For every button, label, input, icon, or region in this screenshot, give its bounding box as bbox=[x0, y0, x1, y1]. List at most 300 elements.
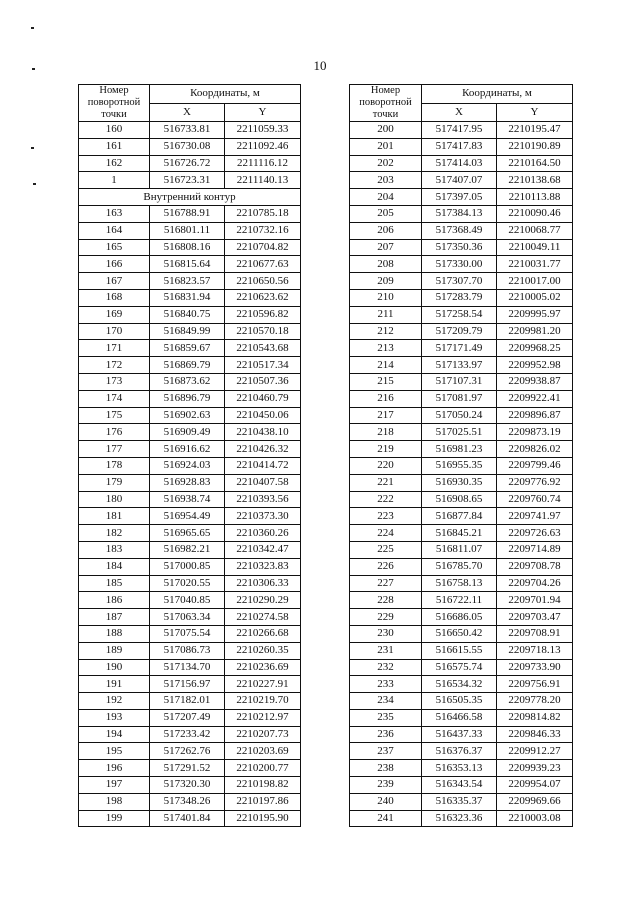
point-number-cell: 207 bbox=[350, 239, 422, 256]
header-number-line1: Номер bbox=[99, 85, 129, 96]
y-coordinate-cell: 2209760.74 bbox=[497, 491, 573, 508]
x-coordinate-cell: 516575.74 bbox=[422, 659, 497, 676]
point-number-cell: 218 bbox=[350, 424, 422, 441]
y-coordinate-cell: 2210227.91 bbox=[225, 676, 301, 693]
point-number-cell: 232 bbox=[350, 659, 422, 676]
table-row bbox=[350, 693, 573, 710]
table-row bbox=[350, 289, 573, 306]
x-coordinate-cell: 516955.35 bbox=[422, 457, 497, 474]
point-number-cell: 206 bbox=[350, 222, 422, 239]
y-coordinate-cell: 2210203.69 bbox=[225, 743, 301, 760]
x-coordinate-cell: 517407.07 bbox=[422, 172, 497, 189]
header-x: X bbox=[150, 103, 225, 122]
table-row bbox=[79, 676, 301, 693]
table-row bbox=[350, 189, 573, 206]
y-coordinate-cell: 2209939.23 bbox=[497, 760, 573, 777]
y-coordinate-cell: 2209954.07 bbox=[497, 777, 573, 794]
point-number-cell: 197 bbox=[79, 777, 150, 794]
point-number-cell: 222 bbox=[350, 491, 422, 508]
y-coordinate-cell: 2210373.30 bbox=[225, 508, 301, 525]
point-number-cell: 160 bbox=[79, 122, 150, 139]
table-row bbox=[79, 541, 301, 558]
x-coordinate-cell: 516505.35 bbox=[422, 693, 497, 710]
y-coordinate-cell: 2209826.02 bbox=[497, 441, 573, 458]
table-row bbox=[350, 205, 573, 222]
x-coordinate-cell: 516909.49 bbox=[150, 424, 225, 441]
y-coordinate-cell: 2209708.78 bbox=[497, 558, 573, 575]
table-row bbox=[79, 138, 301, 155]
table-row bbox=[350, 625, 573, 642]
x-coordinate-cell: 517320.30 bbox=[150, 777, 225, 794]
table-row bbox=[350, 676, 573, 693]
y-coordinate-cell: 2210200.77 bbox=[225, 760, 301, 777]
y-coordinate-cell: 2210450.06 bbox=[225, 407, 301, 424]
point-number-cell: 194 bbox=[79, 726, 150, 743]
header-point-number bbox=[350, 85, 422, 122]
table-row bbox=[79, 273, 301, 290]
y-coordinate-cell: 2209741.97 bbox=[497, 508, 573, 525]
x-coordinate-cell: 517414.03 bbox=[422, 155, 497, 172]
x-coordinate-cell: 516981.23 bbox=[422, 441, 497, 458]
x-coordinate-cell: 517283.79 bbox=[422, 289, 497, 306]
table-row bbox=[350, 323, 573, 340]
point-number-cell: 181 bbox=[79, 508, 150, 525]
y-coordinate-cell: 2210360.26 bbox=[225, 525, 301, 542]
x-coordinate-cell: 517086.73 bbox=[150, 642, 225, 659]
y-coordinate-cell: 2211116.12 bbox=[225, 155, 301, 172]
table-row bbox=[79, 558, 301, 575]
y-coordinate-cell: 2210460.79 bbox=[225, 390, 301, 407]
x-coordinate-cell: 517350.36 bbox=[422, 239, 497, 256]
x-coordinate-cell: 517233.42 bbox=[150, 726, 225, 743]
point-number-cell: 161 bbox=[79, 138, 150, 155]
point-number-cell: 210 bbox=[350, 289, 422, 306]
point-number-cell: 188 bbox=[79, 625, 150, 642]
y-coordinate-cell: 2209756.91 bbox=[497, 676, 573, 693]
table-row bbox=[79, 256, 301, 273]
header-number-line3: точки bbox=[101, 109, 127, 120]
table-row bbox=[350, 239, 573, 256]
point-number-cell: 236 bbox=[350, 726, 422, 743]
x-coordinate-cell: 517134.70 bbox=[150, 659, 225, 676]
point-number-cell: 216 bbox=[350, 390, 422, 407]
page-number: 10 bbox=[313, 58, 327, 73]
table-row bbox=[350, 777, 573, 794]
point-number-cell: 226 bbox=[350, 558, 422, 575]
section-inner-contour: Внутренний контур bbox=[79, 189, 301, 206]
point-number-cell: 220 bbox=[350, 457, 422, 474]
header-coordinates: Координаты, м bbox=[150, 85, 301, 104]
table-row bbox=[350, 122, 573, 139]
point-number-cell: 211 bbox=[350, 306, 422, 323]
x-coordinate-cell: 516954.49 bbox=[150, 508, 225, 525]
x-coordinate-cell: 516815.64 bbox=[150, 256, 225, 273]
point-number-cell: 212 bbox=[350, 323, 422, 340]
table-row bbox=[350, 138, 573, 155]
table-row bbox=[79, 491, 301, 508]
table-row bbox=[350, 525, 573, 542]
table-row bbox=[79, 743, 301, 760]
y-coordinate-cell: 2209701.94 bbox=[497, 592, 573, 609]
y-coordinate-cell: 2210342.47 bbox=[225, 541, 301, 558]
x-coordinate-cell: 517207.49 bbox=[150, 709, 225, 726]
x-coordinate-cell: 516733.81 bbox=[150, 122, 225, 139]
table-row bbox=[350, 357, 573, 374]
point-number-cell: 169 bbox=[79, 306, 150, 323]
table-row bbox=[350, 508, 573, 525]
point-number-cell: 193 bbox=[79, 709, 150, 726]
point-number-cell: 237 bbox=[350, 743, 422, 760]
table-row bbox=[79, 693, 301, 710]
y-coordinate-cell: 2209981.20 bbox=[497, 323, 573, 340]
table-row bbox=[350, 172, 573, 189]
header-number-line2: поворотной bbox=[87, 97, 141, 108]
y-coordinate-cell: 2210031.77 bbox=[497, 256, 573, 273]
x-coordinate-cell: 516466.58 bbox=[422, 709, 497, 726]
y-coordinate-cell: 2209952.98 bbox=[497, 357, 573, 374]
y-coordinate-cell: 2210704.82 bbox=[225, 239, 301, 256]
y-coordinate-cell: 2210198.82 bbox=[225, 777, 301, 794]
table-row bbox=[350, 340, 573, 357]
table-row bbox=[350, 541, 573, 558]
header-number-line3: точки bbox=[372, 109, 399, 120]
y-coordinate-cell: 2210236.69 bbox=[225, 659, 301, 676]
point-number-cell: 200 bbox=[350, 122, 422, 139]
point-number-cell: 227 bbox=[350, 575, 422, 592]
x-coordinate-cell: 517417.95 bbox=[422, 122, 497, 139]
table-row bbox=[79, 777, 301, 794]
x-coordinate-cell: 516785.70 bbox=[422, 558, 497, 575]
header-number-line2: поворотной bbox=[359, 97, 412, 108]
y-coordinate-cell: 2209703.47 bbox=[497, 609, 573, 626]
x-coordinate-cell: 516840.75 bbox=[150, 306, 225, 323]
y-coordinate-cell: 2210005.02 bbox=[497, 289, 573, 306]
point-number-cell: 184 bbox=[79, 558, 150, 575]
point-number-cell: 229 bbox=[350, 609, 422, 626]
x-coordinate-cell: 517348.26 bbox=[150, 793, 225, 810]
table-row bbox=[350, 609, 573, 626]
point-number-cell: 162 bbox=[79, 155, 150, 172]
table-row bbox=[350, 457, 573, 474]
y-coordinate-cell: 2209704.26 bbox=[497, 575, 573, 592]
table-row bbox=[79, 323, 301, 340]
x-coordinate-cell: 516930.35 bbox=[422, 474, 497, 491]
table-row bbox=[79, 155, 301, 172]
header-number-line1: Номер bbox=[370, 85, 401, 96]
y-coordinate-cell: 2210407.58 bbox=[225, 474, 301, 491]
point-number-cell: 183 bbox=[79, 541, 150, 558]
table-row bbox=[350, 424, 573, 441]
coordinates-table-left bbox=[78, 84, 301, 827]
y-coordinate-cell: 2209814.82 bbox=[497, 709, 573, 726]
point-number-cell: 239 bbox=[350, 777, 422, 794]
table-row bbox=[350, 373, 573, 390]
header-point-number bbox=[79, 85, 150, 122]
x-coordinate-cell: 516376.37 bbox=[422, 743, 497, 760]
x-coordinate-cell: 517291.52 bbox=[150, 760, 225, 777]
y-coordinate-cell: 2209714.89 bbox=[497, 541, 573, 558]
y-coordinate-cell: 2210219.70 bbox=[225, 693, 301, 710]
x-coordinate-cell: 516615.55 bbox=[422, 642, 497, 659]
y-coordinate-cell: 2210195.47 bbox=[497, 122, 573, 139]
y-coordinate-cell: 2211059.33 bbox=[225, 122, 301, 139]
point-number-cell: 180 bbox=[79, 491, 150, 508]
point-number-cell: 179 bbox=[79, 474, 150, 491]
y-coordinate-cell: 2211092.46 bbox=[225, 138, 301, 155]
y-coordinate-cell: 2210017.00 bbox=[497, 273, 573, 290]
y-coordinate-cell: 2209969.66 bbox=[497, 793, 573, 810]
point-number-cell: 219 bbox=[350, 441, 422, 458]
table-row bbox=[79, 205, 301, 222]
table-row bbox=[79, 172, 301, 189]
y-coordinate-cell: 2210414.72 bbox=[225, 457, 301, 474]
table-row bbox=[350, 155, 573, 172]
y-coordinate-cell: 2209922.41 bbox=[497, 390, 573, 407]
point-number-cell: 176 bbox=[79, 424, 150, 441]
table-row bbox=[350, 793, 573, 810]
point-number-cell: 225 bbox=[350, 541, 422, 558]
point-number-cell: 192 bbox=[79, 693, 150, 710]
point-number-cell: 241 bbox=[350, 810, 422, 827]
table-row bbox=[350, 810, 573, 827]
x-coordinate-cell: 516726.72 bbox=[150, 155, 225, 172]
x-coordinate-cell: 516982.21 bbox=[150, 541, 225, 558]
table-row bbox=[350, 726, 573, 743]
x-coordinate-cell: 516845.21 bbox=[422, 525, 497, 542]
point-number-cell: 238 bbox=[350, 760, 422, 777]
scan-mark bbox=[31, 27, 34, 29]
table-row bbox=[79, 390, 301, 407]
table-row bbox=[79, 424, 301, 441]
x-coordinate-cell: 516902.63 bbox=[150, 407, 225, 424]
table-row bbox=[79, 357, 301, 374]
point-number-cell: 235 bbox=[350, 709, 422, 726]
scan-mark bbox=[33, 183, 36, 185]
y-coordinate-cell: 2209799.46 bbox=[497, 457, 573, 474]
point-number-cell: 164 bbox=[79, 222, 150, 239]
point-number-cell: 228 bbox=[350, 592, 422, 609]
x-coordinate-cell: 517107.31 bbox=[422, 373, 497, 390]
table-row bbox=[350, 491, 573, 508]
y-coordinate-cell: 2209846.33 bbox=[497, 726, 573, 743]
y-coordinate-cell: 2210266.68 bbox=[225, 625, 301, 642]
table-row bbox=[79, 726, 301, 743]
x-coordinate-cell: 517182.01 bbox=[150, 693, 225, 710]
table-row bbox=[79, 289, 301, 306]
y-coordinate-cell: 2209995.97 bbox=[497, 306, 573, 323]
point-number-cell: 214 bbox=[350, 357, 422, 374]
table-row bbox=[79, 709, 301, 726]
x-coordinate-cell: 517063.34 bbox=[150, 609, 225, 626]
x-coordinate-cell: 517050.24 bbox=[422, 407, 497, 424]
table-row bbox=[350, 256, 573, 273]
y-coordinate-cell: 2209733.90 bbox=[497, 659, 573, 676]
table-row bbox=[350, 407, 573, 424]
x-coordinate-cell: 516335.37 bbox=[422, 793, 497, 810]
y-coordinate-cell: 2209776.92 bbox=[497, 474, 573, 491]
point-number-cell: 173 bbox=[79, 373, 150, 390]
x-coordinate-cell: 517262.76 bbox=[150, 743, 225, 760]
x-coordinate-cell: 516758.13 bbox=[422, 575, 497, 592]
x-coordinate-cell: 516808.16 bbox=[150, 239, 225, 256]
y-coordinate-cell: 2210393.56 bbox=[225, 491, 301, 508]
y-coordinate-cell: 2209912.27 bbox=[497, 743, 573, 760]
table-row bbox=[79, 222, 301, 239]
y-coordinate-cell: 2210650.56 bbox=[225, 273, 301, 290]
y-coordinate-cell: 2210596.82 bbox=[225, 306, 301, 323]
x-coordinate-cell: 517209.79 bbox=[422, 323, 497, 340]
point-number-cell: 223 bbox=[350, 508, 422, 525]
y-coordinate-cell: 2210543.68 bbox=[225, 340, 301, 357]
header-coordinates: Координаты, м bbox=[422, 85, 573, 104]
point-number-cell: 187 bbox=[79, 609, 150, 626]
point-number-cell: 201 bbox=[350, 138, 422, 155]
x-coordinate-cell: 516723.31 bbox=[150, 172, 225, 189]
y-coordinate-cell: 2209708.91 bbox=[497, 625, 573, 642]
y-coordinate-cell: 2210068.77 bbox=[497, 222, 573, 239]
x-coordinate-cell: 516908.65 bbox=[422, 491, 497, 508]
x-coordinate-cell: 517401.84 bbox=[150, 810, 225, 827]
point-number-cell: 215 bbox=[350, 373, 422, 390]
table-row bbox=[79, 793, 301, 810]
table-row bbox=[350, 558, 573, 575]
x-coordinate-cell: 516650.42 bbox=[422, 625, 497, 642]
table-row bbox=[350, 474, 573, 491]
table-row bbox=[350, 575, 573, 592]
point-number-cell: 196 bbox=[79, 760, 150, 777]
x-coordinate-cell: 517258.54 bbox=[422, 306, 497, 323]
y-coordinate-cell: 2209968.25 bbox=[497, 340, 573, 357]
y-coordinate-cell: 2210732.16 bbox=[225, 222, 301, 239]
y-coordinate-cell: 2210207.73 bbox=[225, 726, 301, 743]
x-coordinate-cell: 516849.99 bbox=[150, 323, 225, 340]
header-y: Y bbox=[225, 103, 301, 122]
point-number-cell: 182 bbox=[79, 525, 150, 542]
x-coordinate-cell: 517397.05 bbox=[422, 189, 497, 206]
table-row bbox=[79, 609, 301, 626]
table-row bbox=[79, 122, 301, 139]
x-coordinate-cell: 516859.67 bbox=[150, 340, 225, 357]
x-coordinate-cell: 516924.03 bbox=[150, 457, 225, 474]
x-coordinate-cell: 516686.05 bbox=[422, 609, 497, 626]
table-row bbox=[79, 306, 301, 323]
y-coordinate-cell: 2210164.50 bbox=[497, 155, 573, 172]
y-coordinate-cell: 2209718.13 bbox=[497, 642, 573, 659]
table-row bbox=[79, 525, 301, 542]
table-row bbox=[350, 306, 573, 323]
point-number-cell: 191 bbox=[79, 676, 150, 693]
table-row bbox=[350, 441, 573, 458]
table-row bbox=[350, 273, 573, 290]
header-x: X bbox=[422, 103, 497, 122]
point-number-cell: 178 bbox=[79, 457, 150, 474]
table-row bbox=[79, 625, 301, 642]
table-row bbox=[79, 642, 301, 659]
y-coordinate-cell: 2210195.90 bbox=[225, 810, 301, 827]
x-coordinate-cell: 517384.13 bbox=[422, 205, 497, 222]
y-coordinate-cell: 2210290.29 bbox=[225, 592, 301, 609]
point-number-cell: 171 bbox=[79, 340, 150, 357]
table-row bbox=[79, 592, 301, 609]
point-number-cell: 221 bbox=[350, 474, 422, 491]
x-coordinate-cell: 516877.84 bbox=[422, 508, 497, 525]
x-coordinate-cell: 517081.97 bbox=[422, 390, 497, 407]
table-row bbox=[350, 222, 573, 239]
point-number-cell: 166 bbox=[79, 256, 150, 273]
point-number-cell: 231 bbox=[350, 642, 422, 659]
point-number-cell: 168 bbox=[79, 289, 150, 306]
point-number-cell: 177 bbox=[79, 441, 150, 458]
y-coordinate-cell: 2210570.18 bbox=[225, 323, 301, 340]
y-coordinate-cell: 2210212.97 bbox=[225, 709, 301, 726]
table-row bbox=[79, 760, 301, 777]
table-row bbox=[350, 390, 573, 407]
x-coordinate-cell: 516437.33 bbox=[422, 726, 497, 743]
point-number-cell: 186 bbox=[79, 592, 150, 609]
point-number-cell: 204 bbox=[350, 189, 422, 206]
point-number-cell: 199 bbox=[79, 810, 150, 827]
table-row bbox=[79, 810, 301, 827]
x-coordinate-cell: 516788.91 bbox=[150, 205, 225, 222]
y-coordinate-cell: 2210426.32 bbox=[225, 441, 301, 458]
x-coordinate-cell: 517020.55 bbox=[150, 575, 225, 592]
y-coordinate-cell: 2210438.10 bbox=[225, 424, 301, 441]
point-number-cell: 190 bbox=[79, 659, 150, 676]
table-row bbox=[350, 709, 573, 726]
coordinates-table-right bbox=[349, 84, 573, 827]
point-number-cell: 208 bbox=[350, 256, 422, 273]
x-coordinate-cell: 517000.85 bbox=[150, 558, 225, 575]
x-coordinate-cell: 517368.49 bbox=[422, 222, 497, 239]
table-row bbox=[350, 592, 573, 609]
y-coordinate-cell: 2209778.20 bbox=[497, 693, 573, 710]
x-coordinate-cell: 517075.54 bbox=[150, 625, 225, 642]
point-number-cell: 167 bbox=[79, 273, 150, 290]
x-coordinate-cell: 516353.13 bbox=[422, 760, 497, 777]
y-coordinate-cell: 2210274.58 bbox=[225, 609, 301, 626]
x-coordinate-cell: 517025.51 bbox=[422, 424, 497, 441]
y-coordinate-cell: 2210049.11 bbox=[497, 239, 573, 256]
table-row bbox=[350, 760, 573, 777]
x-coordinate-cell: 516896.79 bbox=[150, 390, 225, 407]
x-coordinate-cell: 516869.79 bbox=[150, 357, 225, 374]
x-coordinate-cell: 517307.70 bbox=[422, 273, 497, 290]
y-coordinate-cell: 2210507.36 bbox=[225, 373, 301, 390]
table-row bbox=[79, 508, 301, 525]
y-coordinate-cell: 2210113.88 bbox=[497, 189, 573, 206]
y-coordinate-cell: 2210323.83 bbox=[225, 558, 301, 575]
x-coordinate-cell: 516831.94 bbox=[150, 289, 225, 306]
table-row bbox=[350, 642, 573, 659]
y-coordinate-cell: 2211140.13 bbox=[225, 172, 301, 189]
table-row bbox=[350, 743, 573, 760]
point-number-cell: 163 bbox=[79, 205, 150, 222]
x-coordinate-cell: 517040.85 bbox=[150, 592, 225, 609]
y-coordinate-cell: 2209873.19 bbox=[497, 424, 573, 441]
point-number-cell: 203 bbox=[350, 172, 422, 189]
y-coordinate-cell: 2210623.62 bbox=[225, 289, 301, 306]
x-coordinate-cell: 517156.97 bbox=[150, 676, 225, 693]
x-coordinate-cell: 516534.32 bbox=[422, 676, 497, 693]
x-coordinate-cell: 516916.62 bbox=[150, 441, 225, 458]
x-coordinate-cell: 516965.65 bbox=[150, 525, 225, 542]
x-coordinate-cell: 516811.07 bbox=[422, 541, 497, 558]
table-row bbox=[79, 474, 301, 491]
point-number-cell: 209 bbox=[350, 273, 422, 290]
x-coordinate-cell: 516928.83 bbox=[150, 474, 225, 491]
scan-mark bbox=[31, 147, 34, 149]
y-coordinate-cell: 2210190.89 bbox=[497, 138, 573, 155]
